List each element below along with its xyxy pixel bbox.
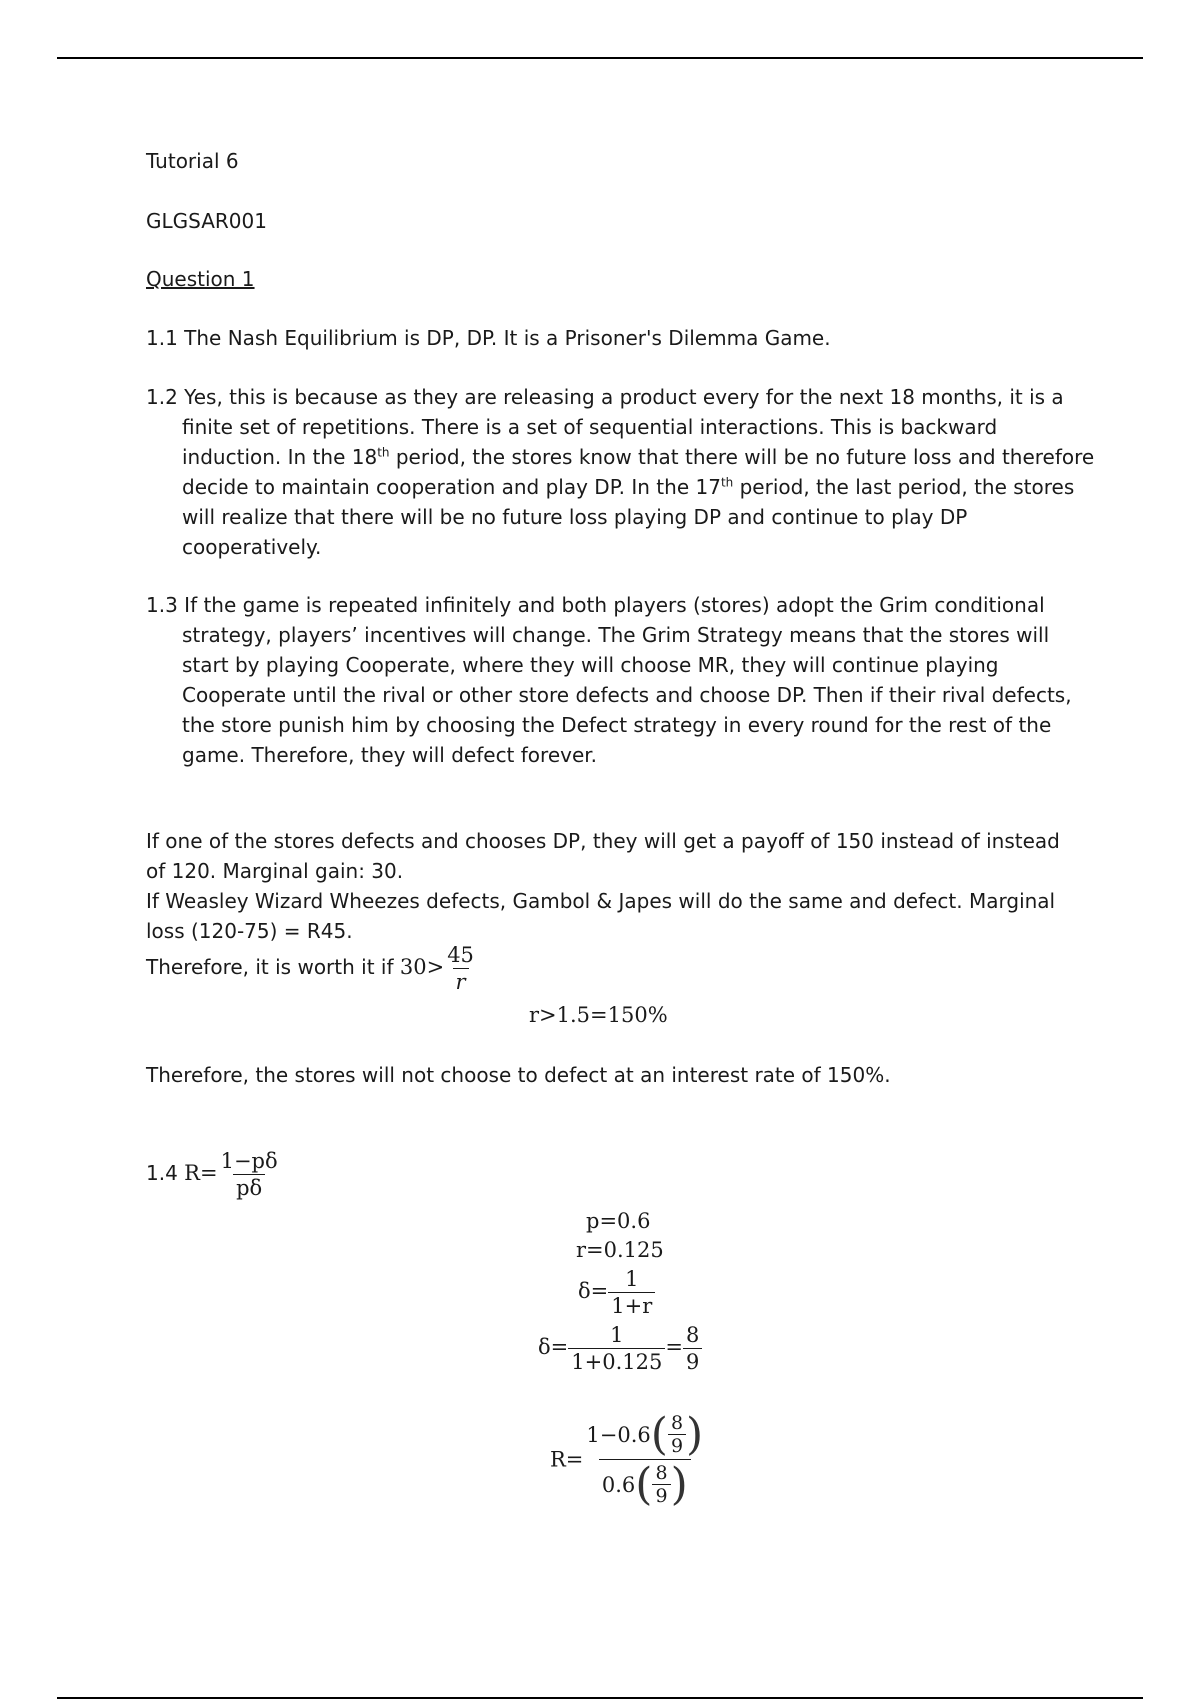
denominator-expression bbox=[599, 1458, 691, 1510]
answer-1-2 bbox=[146, 382, 1102, 562]
fraction-numerator: 1−pδ bbox=[220, 1149, 278, 1173]
fraction-numerator: 45 bbox=[447, 943, 474, 967]
fraction-delta bbox=[608, 1266, 655, 1319]
r-lhs: R= bbox=[550, 1447, 584, 1472]
numerator-prefix: 1−0.6 bbox=[586, 1422, 651, 1447]
answer-1-4-label: 1.4 bbox=[146, 1161, 185, 1185]
fraction-r-value bbox=[583, 1408, 706, 1510]
inner-fraction bbox=[668, 1412, 686, 1457]
r-result-equation: r>1.5=150% bbox=[529, 1003, 668, 1027]
fraction-denominator: 1+r bbox=[608, 1292, 655, 1319]
fraction-numerator: 8 bbox=[655, 1462, 668, 1484]
delta-lhs: δ= bbox=[538, 1335, 569, 1359]
equation-delta-definition bbox=[578, 1266, 655, 1319]
answer-1-4-formula bbox=[146, 1148, 281, 1201]
right-paren: ) bbox=[686, 1408, 704, 1460]
fraction-denominator: 1+0.125 bbox=[568, 1348, 665, 1375]
superscript-th: th bbox=[377, 445, 390, 460]
equation-delta-value bbox=[538, 1322, 702, 1375]
equation-r-result bbox=[550, 1408, 706, 1510]
answer-1-2-part-c: period, the last period, the stores will realize that there will be no future loss playing DP and continue to play DP cooperatively. bbox=[182, 475, 1075, 559]
formula-lhs: R= bbox=[184, 1161, 218, 1185]
delta-lhs: δ= bbox=[578, 1279, 609, 1303]
denominator-prefix: 0.6 bbox=[601, 1472, 636, 1497]
footer-rule bbox=[57, 1697, 1143, 1699]
question-heading: Question 1 bbox=[146, 267, 255, 291]
numerator-expression bbox=[583, 1408, 706, 1460]
fraction-denominator: pδ bbox=[233, 1174, 265, 1201]
equation-p: p=0.6 bbox=[586, 1209, 651, 1233]
answer-1-3: 1.3 If the game is repeated infinitely and both players (stores) adopt the Grim conditional strategy, players’ incentives will change. The Grim Strategy means that the stores will start by playing Cooperate, where they will choose MR, they will continue playing Cooperate until the rival or other store defects and choose DP. Then if their rival defects, the store punish him by choosing the Defect strategy in every round for the rest of the game. Therefore, they will defect forever. bbox=[146, 593, 1072, 767]
header-rule bbox=[57, 57, 1143, 59]
worth-it-text: Therefore, it is worth it if bbox=[146, 955, 400, 979]
answer-1-2-part-a: 1.2 Yes, this is because as they are releasing a product every for the next 18 months, it is a finite set of repetitions. There is a set of sequential interactions. This is backward induction. In the 18 bbox=[146, 385, 1064, 469]
fraction-r-formula bbox=[218, 1148, 281, 1201]
left-paren: ( bbox=[635, 1458, 653, 1510]
inequality-lhs: 30> bbox=[399, 955, 445, 979]
defect-paragraph-1: If one of the stores defects and chooses DP, they will get a payoff of 150 instead of instead of 120. Marginal gain: 30. bbox=[146, 829, 1060, 883]
worth-it-line bbox=[146, 942, 477, 995]
fraction-denominator: 9 bbox=[652, 1484, 670, 1507]
fraction-denominator: 9 bbox=[683, 1348, 702, 1375]
fraction-denominator: 9 bbox=[668, 1434, 686, 1457]
superscript-th: th bbox=[720, 475, 734, 490]
left-paren: ( bbox=[650, 1408, 668, 1460]
fraction-8-over-9 bbox=[683, 1322, 702, 1375]
student-id: GLGSAR001 bbox=[146, 209, 267, 233]
fraction-delta-substituted bbox=[568, 1322, 665, 1375]
defect-paragraph-2: If Weasley Wizard Wheezes defects, Gambol & Japes will do the same and defect. Marginal loss (120-75) = R45. bbox=[146, 889, 1056, 943]
fraction-numerator: 1 bbox=[625, 1267, 639, 1291]
fraction-numerator: 1 bbox=[610, 1323, 624, 1347]
answer-1-1: 1.1 The Nash Equilibrium is DP, DP. It is a Prisoner's Dilemma Game. bbox=[146, 326, 831, 350]
equation-r: r=0.125 bbox=[576, 1238, 664, 1262]
fraction-45-over-r bbox=[444, 942, 477, 995]
fraction-denominator: r bbox=[453, 968, 469, 995]
fraction-numerator: 8 bbox=[685, 1323, 700, 1347]
conclusion-text: Therefore, the stores will not choose to defect at an interest rate of 150%. bbox=[146, 1063, 891, 1087]
equals-sign: = bbox=[665, 1335, 683, 1359]
document-title: Tutorial 6 bbox=[146, 149, 239, 173]
answer-1-2-part-b: period, the stores know that there will be no future loss and therefore decide to maintain cooperation and play DP. In the 17 bbox=[182, 445, 1095, 499]
inner-fraction bbox=[652, 1462, 670, 1507]
fraction-numerator: 8 bbox=[670, 1412, 684, 1434]
right-paren: ) bbox=[670, 1458, 688, 1510]
